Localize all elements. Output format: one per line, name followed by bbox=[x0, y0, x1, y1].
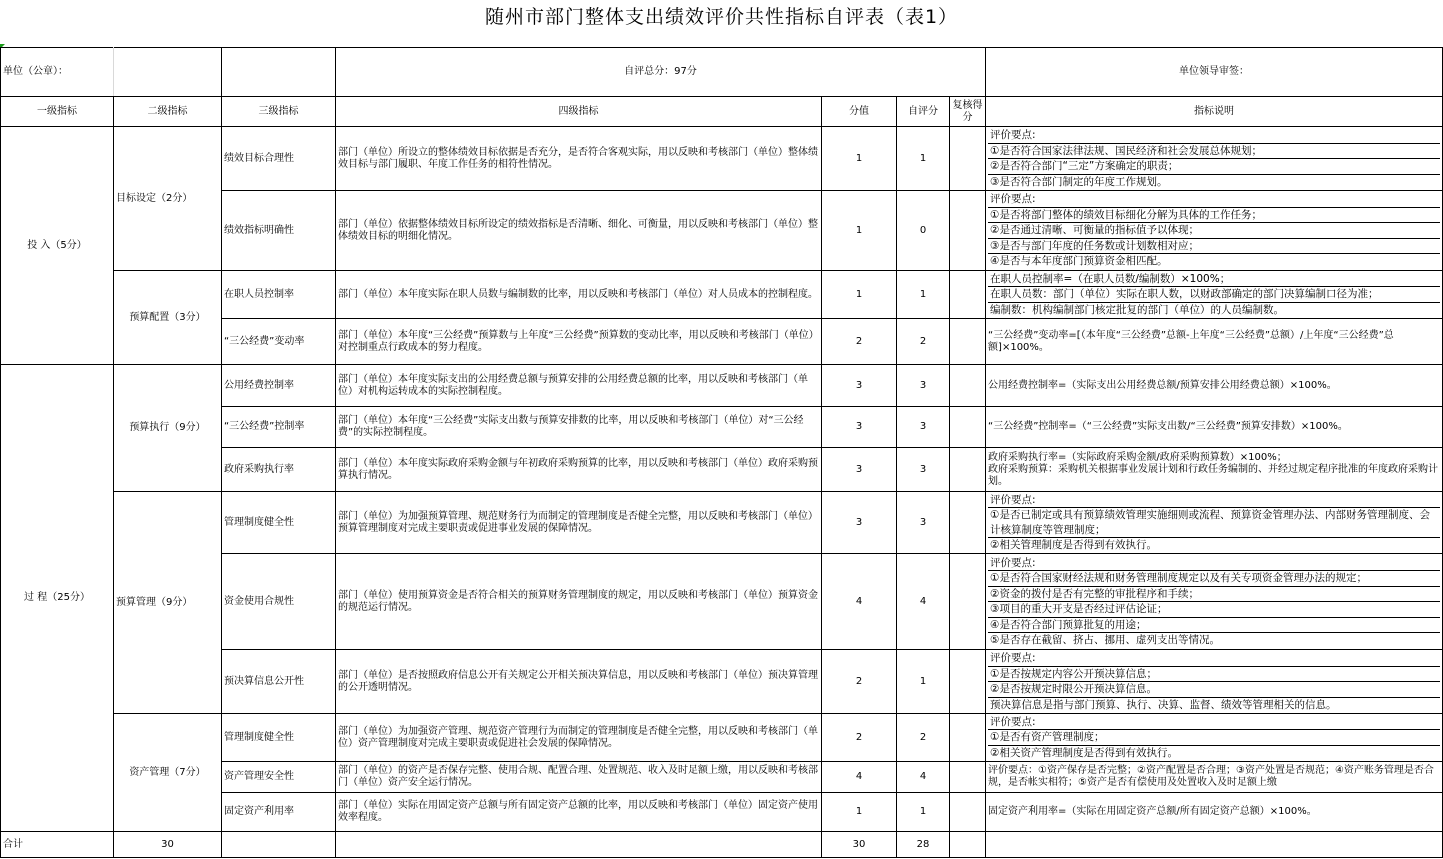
header-review-score: 复核得分 bbox=[950, 97, 986, 127]
explanation-cell: 评价要点：①资产保存是否完整；②资产配置是否合理；③资产处置是否规范；④资产账务管理是否合规，是否帐实相符；⑤资产是否有偿使用及处置收入及时足额上缴 bbox=[986, 762, 1443, 793]
explanation-line: 评价要点: bbox=[988, 493, 1440, 509]
self-score-cell: 1 bbox=[897, 650, 950, 714]
total-blank-l4[interactable] bbox=[336, 832, 822, 858]
explanation-line: ②相关管理制度是否得到有效执行。 bbox=[990, 539, 1157, 551]
group-budget-config: 预算配置（3分） bbox=[114, 271, 222, 365]
review-score-cell[interactable] bbox=[950, 191, 986, 271]
score-cell: 3 bbox=[822, 448, 897, 492]
score-cell: 1 bbox=[822, 127, 897, 191]
self-score-cell: 3 bbox=[897, 365, 950, 407]
explanation-line: ①是否符合国家财经法规和财务管理制度规定以及有关专项资金管理办法的规定； bbox=[988, 571, 1440, 587]
explanation-cell: “三公经费”变动率=[（本年度“三公经费”总额-上年度“三公经费”总额）/上年度“三公经费”总额]×100%。 bbox=[986, 319, 1443, 365]
score-cell: 3 bbox=[822, 407, 897, 448]
level3-cell: 公用经费控制率 bbox=[222, 365, 336, 407]
score-cell: 2 bbox=[822, 650, 897, 714]
self-score-cell: 1 bbox=[897, 127, 950, 191]
score-cell: 1 bbox=[822, 793, 897, 832]
review-score-cell[interactable] bbox=[950, 554, 986, 650]
level3-cell: 管理制度健全性 bbox=[222, 492, 336, 554]
explanation-line: ①是否符合国家法律法规、国民经济和社会发展总体规划； bbox=[988, 144, 1440, 160]
self-score-cell: 3 bbox=[897, 407, 950, 448]
self-score-cell: 1 bbox=[897, 793, 950, 832]
unit-blank-1[interactable] bbox=[114, 48, 222, 97]
explanation-cell: “三公经费”控制率=（“三公经费”实际支出数/“三公经费”预算安排数）×100%。 bbox=[986, 407, 1443, 448]
self-score-cell: 2 bbox=[897, 319, 950, 365]
explanation-cell bbox=[986, 650, 1443, 714]
review-score-cell[interactable] bbox=[950, 365, 986, 407]
group-budget-exec: 预算执行（9分） bbox=[114, 365, 222, 492]
review-score-cell[interactable] bbox=[950, 127, 986, 191]
header-score: 分值 bbox=[822, 97, 897, 127]
header-level4: 四级指标 bbox=[336, 97, 822, 127]
level4-cell: 部门（单位）使用预算资金是否符合相关的预算财务管理制度的规定，用以反映和考核部门（单位）预算资金的规范运行情况。 bbox=[336, 554, 822, 650]
level4-cell: 部门（单位）依据整体绩效目标所设定的绩效指标是否清晰、细化、可衡量，用以反映和考核部门（单位）整体绩效目标的明细化情况。 bbox=[336, 191, 822, 271]
level4-cell: 部门（单位）本年度实际在职人员数与编制数的比率，用以反映和考核部门（单位）对人员成本的控制程度。 bbox=[336, 271, 822, 319]
level3-cell: 资金使用合规性 bbox=[222, 554, 336, 650]
review-score-cell[interactable] bbox=[950, 407, 986, 448]
level3-cell: 固定资产利用率 bbox=[222, 793, 336, 832]
level3-cell: 绩效指标明确性 bbox=[222, 191, 336, 271]
explanation-line: 评价要点: bbox=[988, 651, 1440, 667]
group-input: 投 入（5分） bbox=[1, 127, 114, 365]
explanation-line: 评价要点: bbox=[988, 128, 1440, 144]
header-level3: 三级指标 bbox=[222, 97, 336, 127]
explanation-line: 评价要点: bbox=[988, 715, 1440, 731]
score-cell: 1 bbox=[822, 191, 897, 271]
level3-cell: “三公经费”变动率 bbox=[222, 319, 336, 365]
score-cell: 1 bbox=[822, 271, 897, 319]
review-score-cell[interactable] bbox=[950, 650, 986, 714]
score-cell: 3 bbox=[822, 492, 897, 554]
explanation-line: ③是否符合部门制定的年度工作规划。 bbox=[990, 175, 1168, 188]
explanation-line: 政府采购预算：采购机关根据事业发展计划和行政任务编制的、并经过规定程序批准的年度政府采购计划。 bbox=[988, 463, 1439, 487]
explanation-cell bbox=[986, 127, 1443, 191]
total-explanation[interactable] bbox=[986, 832, 1443, 858]
level3-cell: 在职人员控制率 bbox=[222, 271, 336, 319]
level3-cell: 资产管理安全性 bbox=[222, 762, 336, 793]
explanation-line: ②是否按规定时限公开预决算信息。 bbox=[988, 682, 1440, 698]
explanation-cell bbox=[986, 448, 1443, 492]
table-row bbox=[1, 492, 1443, 554]
group-asset-mgmt: 资产管理（7分） bbox=[114, 714, 222, 832]
score-cell: 3 bbox=[822, 365, 897, 407]
explanation-line: ④是否与本年度部门预算资金相匹配。 bbox=[990, 255, 1168, 268]
explanation-line: 预决算信息是指与部门预算、执行、决算、监督、绩效等管理相关的信息。 bbox=[990, 698, 1337, 711]
header-row bbox=[1, 97, 1443, 127]
review-score-cell[interactable] bbox=[950, 271, 986, 319]
level4-cell: 部门（单位）本年度“三公经费”预算数与上年度“三公经费”预算数的变动比率，用以反映和考核部门（单位）对控制重点行政成本的努力程度。 bbox=[336, 319, 822, 365]
table-row bbox=[1, 271, 1443, 319]
explanation-line: ④是否符合部门预算批复的用途； bbox=[988, 618, 1440, 634]
explanation-cell bbox=[986, 492, 1443, 554]
unit-blank-2[interactable] bbox=[222, 48, 336, 97]
explanation-cell bbox=[986, 714, 1443, 762]
self-score-cell: 3 bbox=[897, 448, 950, 492]
table-row bbox=[1, 714, 1443, 762]
explanation-line: 编制数：机构编制部门核定批复的部门（单位）的人员编制数。 bbox=[990, 303, 1285, 316]
level4-cell: 部门（单位）本年度“三公经费”实际支出数与预算安排数的比率，用以反映和考核部门（单位）对“三公经费”的实际控制程度。 bbox=[336, 407, 822, 448]
level4-cell: 部门（单位）实际在用固定资产总额与所有固定资产总额的比率，用以反映和考核部门（单位）固定资产使用效率程度。 bbox=[336, 793, 822, 832]
level3-cell: 管理制度健全性 bbox=[222, 714, 336, 762]
total-score-label: 自评总分：97分 bbox=[336, 48, 986, 97]
self-score-cell: 4 bbox=[897, 762, 950, 793]
review-score-cell[interactable] bbox=[950, 492, 986, 554]
group-target-setting: 目标设定（2分） bbox=[114, 127, 222, 271]
review-score-cell[interactable] bbox=[950, 762, 986, 793]
score-cell: 4 bbox=[822, 762, 897, 793]
level4-cell: 部门（单位）为加强资产管理、规范资产管理行为而制定的管理制度是否健全完整，用以反映和考核部门（单位）资产管理制度对完成主要职责或促进社会发展的保障情况。 bbox=[336, 714, 822, 762]
self-score-cell: 1 bbox=[897, 271, 950, 319]
review-score-cell[interactable] bbox=[950, 793, 986, 832]
explanation-line: ①是否按规定内容公开预决算信息； bbox=[988, 667, 1440, 683]
level4-cell: 部门（单位）为加强预算管理、规范财务行为而制定的管理制度是否健全完整，用以反映和考核部门（单位）预算管理制度对完成主要职责或促进事业发展的保障情况。 bbox=[336, 492, 822, 554]
total-l2-value: 30 bbox=[114, 832, 222, 858]
self-score-cell: 4 bbox=[897, 554, 950, 650]
explanation-line: ②相关资产管理制度是否得到有效执行。 bbox=[990, 746, 1178, 759]
level4-cell: 部门（单位）本年度实际政府采购金额与年初政府采购预算的比率，用以反映和考核部门（单位）政府采购预算执行情况。 bbox=[336, 448, 822, 492]
sheet-title: 随州市部门整体支出绩效评价共性指标自评表（表1） bbox=[484, 6, 959, 28]
leader-signoff-label: 单位领导审签： bbox=[986, 48, 1443, 97]
level4-cell: 部门（单位）的资产是否保存完整、使用合规、配置合理、处置规范、收入及时足额上缴，用以反映和考核部门（单位）资产安全运行情况。 bbox=[336, 762, 822, 793]
level4-cell: 部门（单位）本年度实际支出的公用经费总额与预算安排的公用经费总额的比率，用以反映和考核部门（单位）对机构运转成本的实际控制程度。 bbox=[336, 365, 822, 407]
total-self-score: 28 bbox=[897, 832, 950, 858]
self-score-cell: 0 bbox=[897, 191, 950, 271]
total-label: 合计 bbox=[1, 832, 114, 858]
evaluation-table bbox=[0, 47, 1443, 858]
explanation-line: ②是否通过清晰、可衡量的指标值予以体现； bbox=[988, 223, 1440, 239]
unit-label: 单位（公章）： bbox=[1, 48, 114, 97]
explanation-line: 政府采购执行率=（实际政府采购金额/政府采购预算数）×100%； bbox=[988, 451, 1287, 463]
header-self-score: 自评分 bbox=[897, 97, 950, 127]
review-score-cell[interactable] bbox=[950, 448, 986, 492]
self-score-cell: 2 bbox=[897, 714, 950, 762]
header-explanation: 指标说明 bbox=[986, 97, 1443, 127]
review-score-cell[interactable] bbox=[950, 319, 986, 365]
level3-cell: “三公经费”控制率 bbox=[222, 407, 336, 448]
score-cell: 4 bbox=[822, 554, 897, 650]
explanation-cell: 公用经费控制率=（实际支出公用经费总额/预算安排公用经费总额）×100%。 bbox=[986, 365, 1443, 407]
level4-cell: 部门（单位）是否按照政府信息公开有关规定公开相关预决算信息，用以反映和考核部门（单位）预决算管理的公开透明情况。 bbox=[336, 650, 822, 714]
info-row bbox=[1, 48, 1443, 97]
explanation-line: 评价要点: bbox=[988, 556, 1440, 572]
table-row bbox=[1, 365, 1443, 407]
explanation-line: ③是否与部门年度的任务数或计划数相对应； bbox=[988, 239, 1440, 255]
level4-cell: 部门（单位）所设立的整体绩效目标依据是否充分，是否符合客观实际，用以反映和考核部门（单位）整体绩效目标与部门履职、年度工作任务的相符性情况。 bbox=[336, 127, 822, 191]
explanation-line: ②是否符合部门“三定”方案确定的职责； bbox=[988, 159, 1440, 175]
explanation-cell: 固定资产利用率=（实际在用固定资产总额/所有固定资产总额）×100%。 bbox=[986, 793, 1443, 832]
level3-cell: 预决算信息公开性 bbox=[222, 650, 336, 714]
header-level2: 二级指标 bbox=[114, 97, 222, 127]
level3-cell: 绩效目标合理性 bbox=[222, 127, 336, 191]
total-blank-l3[interactable] bbox=[222, 832, 336, 858]
total-review-score[interactable] bbox=[950, 832, 986, 858]
score-cell: 2 bbox=[822, 319, 897, 365]
total-row bbox=[1, 832, 1443, 858]
group-process: 过 程（25分） bbox=[1, 365, 114, 832]
score-cell: 2 bbox=[822, 714, 897, 762]
group-budget-mgmt: 预算管理（9分） bbox=[114, 492, 222, 714]
explanation-line: ⑤是否存在截留、挤占、挪用、虚列支出等情况。 bbox=[990, 634, 1220, 646]
explanation-line: 评价要点: bbox=[988, 192, 1440, 208]
explanation-line: 在职人员数：部门（单位）实际在职人数，以财政部确定的部门决算编制口径为准； bbox=[988, 287, 1440, 303]
explanation-cell bbox=[986, 271, 1443, 319]
explanation-line: ①是否已制定或具有预算绩效管理实施细则或流程、预算资金管理办法、内部财务管理制度、会计核算制度等管理制度； bbox=[988, 508, 1440, 538]
explanation-cell bbox=[986, 191, 1443, 271]
level3-cell: 政府采购执行率 bbox=[222, 448, 336, 492]
explanation-line: ①是否有资产管理制度； bbox=[988, 730, 1440, 746]
total-score: 30 bbox=[822, 832, 897, 858]
self-score-cell: 3 bbox=[897, 492, 950, 554]
table-row bbox=[1, 127, 1443, 191]
header-level1: 一级指标 bbox=[1, 97, 114, 127]
review-score-cell[interactable] bbox=[950, 714, 986, 762]
explanation-line: ③项目的重大开支是否经过评估论证； bbox=[988, 602, 1440, 618]
explanation-cell bbox=[986, 554, 1443, 650]
explanation-line: 在职人员控制率=（在职人员数/编制数）×100%； bbox=[988, 272, 1440, 288]
explanation-line: ①是否将部门整体的绩效目标细化分解为具体的工作任务； bbox=[988, 208, 1440, 224]
explanation-line: ②资金的拨付是否有完整的审批程序和手续； bbox=[988, 587, 1440, 603]
